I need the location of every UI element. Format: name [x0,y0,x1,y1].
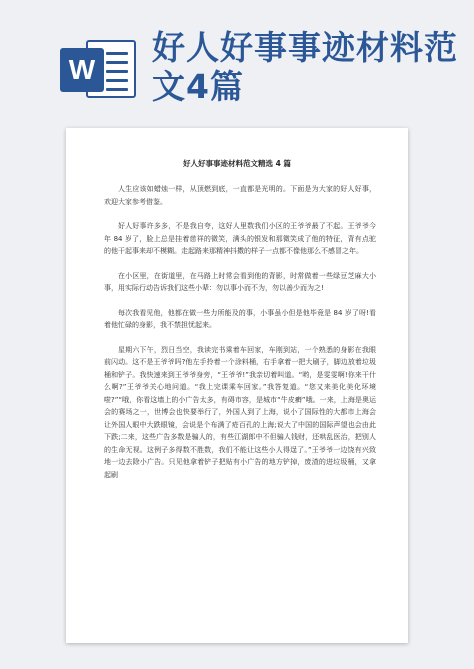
word-document-icon [60,38,140,100]
paragraph: 好人好事许多多，不是我自夸，这好人里数我们小区的王爷爷最了不起。王爷爷今年 84 岁了，脸上总是挂着慈祥的微笑，满头的银发和那微笑成了他的特征，背有点驼的他干起事来却不模糊。走起路来那精神抖擞的样子一点都不像他那么不感冒之年。 [104,222,376,255]
document-body [104,183,376,493]
banner-header [0,0,474,110]
paragraph: 人生应该如蜡烛一样，从顶燃到底，一直都是光明的。下面是为大家的好人好事，欢迎大家参考借鉴。 [104,185,376,206]
word-badge: W [60,48,104,92]
paragraph: 在小区里，在街道里，在马路上时常会看到他的背影，时常做着一些绿豆芝麻大小事，用实际行动告诉我们这些小辈：勿以事小而不为，勿以善少而为之! [104,271,376,292]
page-title: 好人好事事迹材料范文4篇 [152,28,458,106]
paragraph: 每次我看见他，他都在做一些力所能及的事，小事虽小但是他毕竟是 84 岁了呀!看着他忙碌的身影，我不禁担忧起来。 [104,308,376,329]
document-title: 好人好事事迹材料范文精选 4 篇 [183,159,291,168]
paragraph: 星期六下午，烈日当空，我读完书乘着车回家，车刚到站，一个熟悉的身影在我眼前闪动。这不是王爷爷吗?他左手拎着一个涂料桶，右手拿着一把大刷子，脚边放着垃圾桶和铲子。我快速来到王爷爷身旁，“王爷爷!”我亲切着叫道。“哟，是雯雯啊!你来干什么啊?”王爷爷关心地问道。“我上完课乘车回家。”我答复道。“您又来美化美化环境啦?”“哦，你看这墙上的小广告太多，有碍市容，是城市“牛皮癣”哦。一来，上海是奥运会的赛场之一，世博会也快要举行了，外国人到了上海，说小了国际性的大都市上海会让外国人眼中大跌眼镜，会说是个布满了疮百孔的上海;说大了中国的国际声望也会由此下跌;二来，这些广告多数是骗人的，有些江湖郎中不但骗人钱财，还哄乱医治，把别人的生命无视。这例子多得数不胜数，我们不能让这些小人得逞了。”王爷爷一边饶有兴致地一边去除小广告。只见他拿着铲子把贴有小广告的地方铲掉，废渣的进垃圾桶，又拿起刷 [104,345,376,479]
document-page [66,128,408,643]
